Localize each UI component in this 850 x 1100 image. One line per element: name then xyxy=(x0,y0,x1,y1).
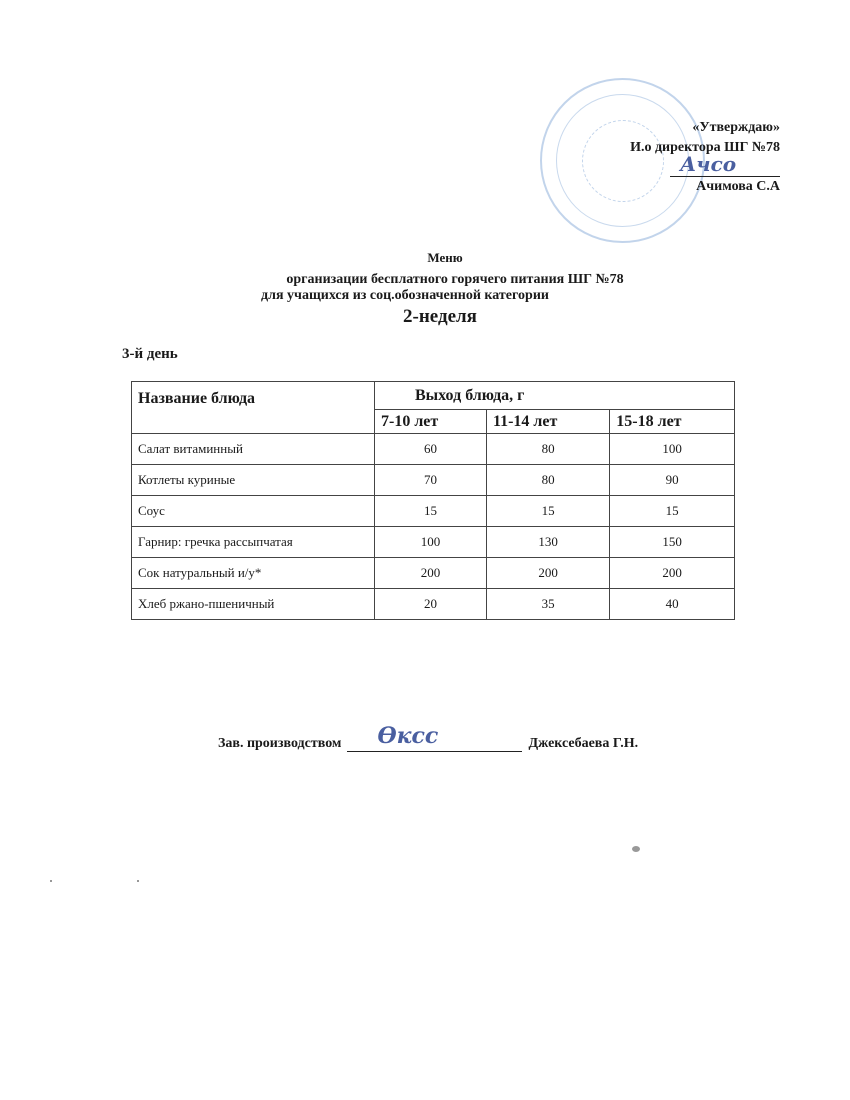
title-menu: Меню xyxy=(427,250,463,265)
yield-value: 15 xyxy=(486,496,609,527)
header-yield: Выход блюда, г xyxy=(375,382,735,410)
approval-position: И.о директора ШГ №78 xyxy=(630,140,780,155)
yield-value: 200 xyxy=(610,558,735,589)
yield-value: 35 xyxy=(486,589,609,620)
footer-signature-line xyxy=(347,723,522,752)
scan-artifact xyxy=(50,880,52,882)
title-week: 2-неделя xyxy=(403,306,477,327)
dish-name: Салат витаминный xyxy=(132,434,375,465)
yield-value: 100 xyxy=(610,434,735,465)
footer-role: Зав. производством xyxy=(218,736,342,751)
header-age-11-14: 11-14 лет xyxy=(486,410,609,434)
footer-name: Джексебаева Г.Н. xyxy=(528,736,639,751)
yield-value: 15 xyxy=(610,496,735,527)
table-row xyxy=(132,434,735,465)
dish-name: Сок натуральный и/у* xyxy=(132,558,375,589)
yield-value: 60 xyxy=(375,434,487,465)
yield-value: 150 xyxy=(610,527,735,558)
manager-signature: Ѳкcc xyxy=(377,723,439,749)
header-age-7-10: 7-10 лет xyxy=(375,410,487,434)
scan-artifact xyxy=(632,846,640,852)
table-row xyxy=(132,496,735,527)
yield-value: 15 xyxy=(375,496,487,527)
dish-name: Хлеб ржано-пшеничный xyxy=(132,589,375,620)
approval-signature-line xyxy=(670,152,780,177)
yield-value: 130 xyxy=(486,527,609,558)
yield-value: 80 xyxy=(486,465,609,496)
approval-block xyxy=(630,118,780,197)
title-category: для учащихся из соц.обозначенной категории xyxy=(261,288,549,303)
yield-value: 20 xyxy=(375,589,487,620)
approval-name: Ачимова С.А xyxy=(696,179,780,194)
title-organization: организации бесплатного горячего питания ШГ №78 xyxy=(286,272,624,287)
day-label: 3-й день xyxy=(122,346,178,362)
director-signature: Ачсо xyxy=(680,152,737,176)
table-row xyxy=(132,589,735,620)
dish-name: Гарнир: гречка рассыпчатая xyxy=(132,527,375,558)
menu-table xyxy=(131,381,735,620)
footer-signature-block xyxy=(218,723,639,752)
yield-value: 200 xyxy=(486,558,609,589)
scan-artifact xyxy=(137,880,139,882)
table-row xyxy=(132,465,735,496)
approval-heading: «Утверждаю» xyxy=(692,120,780,135)
yield-value: 90 xyxy=(610,465,735,496)
header-dish-name: Название блюда xyxy=(132,382,375,434)
header-age-15-18: 15-18 лет xyxy=(610,410,735,434)
yield-value: 80 xyxy=(486,434,609,465)
document-title xyxy=(0,250,850,328)
table-row xyxy=(132,527,735,558)
yield-value: 100 xyxy=(375,527,487,558)
dish-name: Соус xyxy=(132,496,375,527)
table-row xyxy=(132,558,735,589)
yield-value: 70 xyxy=(375,465,487,496)
dish-name: Котлеты куриные xyxy=(132,465,375,496)
yield-value: 200 xyxy=(375,558,487,589)
yield-value: 40 xyxy=(610,589,735,620)
